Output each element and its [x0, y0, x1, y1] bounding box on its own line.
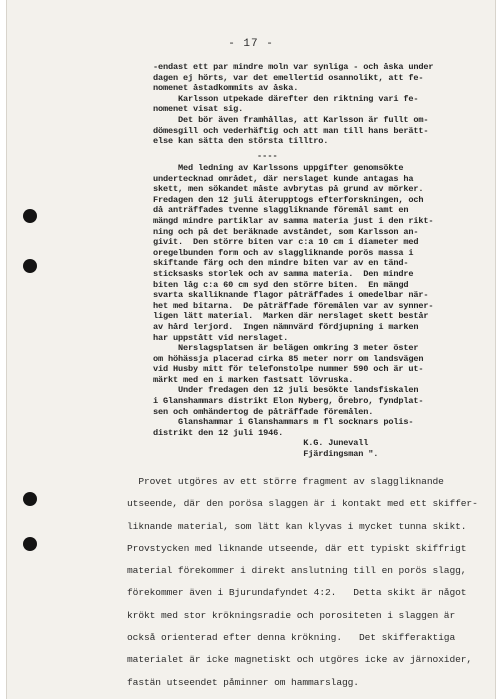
quote-line: då anträffades tvenne slaggliknande föremål samt en [153, 205, 409, 216]
document-page [6, 0, 496, 699]
quote-line: skett, men sökandet måste avbrytas på grund av mörker. [153, 184, 424, 195]
quote-line: oregelbunden form och av slaggliknande porös massa i [153, 247, 414, 258]
quote-line: vid Husby mitt för telefonstolpe nummer 590 och är ut- [153, 364, 424, 375]
quote-line: Glanshammar i Glanshammars m fl socknars polis- [153, 417, 414, 428]
sample-description [127, 471, 489, 694]
punch-hole-icon [23, 537, 37, 551]
punch-hole-icon [23, 209, 37, 223]
report-line: material förekommer i direkt anslutning till en porös slagg, [127, 565, 467, 577]
quoted-report-main [153, 163, 483, 460]
quote-line: ligen lätt material. Marken där nerslaget skett består [153, 311, 429, 322]
quote-line: givit. Den större biten var c:a 10 cm i diameter med [153, 237, 419, 248]
report-line: liknande material, som lätt kan klyvas i mycket tunna skikt. [127, 520, 467, 532]
quote-line: -endast ett par mindre moln var synliga - och åska under [153, 62, 434, 72]
quote-line: sticksasks storlek och av samma materia. Den mindre [153, 268, 414, 279]
quote-line: ning och på det beräknade avståndet, som Karlsson an- [153, 226, 419, 237]
quote-line: distrikt den 12 juli 1946. [153, 427, 284, 438]
quote-line: dagen ej hörts, var det emellertid osannolikt, att fe- [153, 72, 424, 83]
quote-line: Karlsson utpekade därefter den riktning vari fe- [153, 93, 419, 104]
quote-line: märkt med en i marken fastsatt lövruska. [153, 374, 354, 385]
quote-line: Nerslagsplatsen är belägen omkring 3 meter öster [153, 343, 419, 354]
quote-line: mängd mindre partiklar av samma materia just i den rikt- [153, 215, 434, 226]
report-line: materialet är icke magnetiskt och utgöres icke av järnoxider, [127, 654, 473, 666]
quote-line: Det bör även framhållas, att Karlsson är fullt om- [153, 114, 429, 125]
quote-line: svarta skalliknande flagor påträffades i omedelbar när- [153, 290, 429, 301]
quoted-report-top [153, 62, 483, 147]
signature-name: K.G. Junevall [153, 438, 369, 449]
signature-title: Fjärdingsman ". [153, 449, 379, 460]
quote-line: Under fredagen den 12 juli besökte landsfiskalen [153, 385, 419, 396]
report-line: krökt med stor krökningsradie och porositeten i slaggen är [127, 609, 456, 621]
report-line: Provstycken med liknande utseende, där ett typiskt skiffrigt [127, 542, 467, 554]
report-line: fastän utseendet påminner om hammarslagg. [127, 676, 359, 688]
quote-line: biten låg c:a 60 cm syd den större biten. En mängd [153, 279, 409, 290]
quote-line: har uppstått vid nerslaget. [153, 332, 289, 343]
quote-line: i Glanshammars distrikt Elon Nyberg, Örebro, fyndplat- [153, 396, 424, 407]
quote-line: av hård lerjord. Ingen nämnvärd fördjupning i marken [153, 321, 419, 332]
quote-line: nomenet visat sig. [153, 104, 244, 115]
quote-line: om höhässja placerad cirka 85 meter norr om landsvägen [153, 353, 424, 364]
punch-hole-icon [23, 492, 37, 506]
section-separator: ---- [257, 151, 278, 161]
quote-line: dömesgill och vederhäftig och att man till hans berätt- [153, 125, 429, 136]
quote-line: else kan sätta den största tilltro. [153, 136, 329, 147]
quote-line: skiftande färg och den mindre biten var av en tänd- [153, 258, 409, 269]
report-line: förekommer även i Bjurundafyndet 4:2. Detta skikt är något [127, 587, 467, 599]
quote-line: Med ledning av Karlssons uppgifter genomsökte [153, 163, 404, 173]
report-line: Provet utgöres av ett större fragment av slaggliknande [127, 476, 444, 487]
page-number: - 17 - [228, 38, 274, 50]
punch-hole-icon [23, 259, 37, 273]
report-line: utseende, där den porösa slaggen är i kontakt med ett skiffer- [127, 498, 478, 510]
report-line: också orienterad efter denna krökning. Det skifferaktiga [127, 632, 456, 644]
quote-line: undertecknad området, där nerslaget kunde antagas ha [153, 173, 414, 184]
quote-line: nomenet åstadkommits av åska. [153, 83, 299, 94]
quote-line: het med bitarna. De påträffade föremålen var av synner- [153, 300, 434, 311]
quote-line: Fredagen den 12 juli återupptogs efterforskningen, och [153, 194, 424, 205]
quote-line: sen och omhändertog de påträffade föremålen. [153, 406, 374, 417]
